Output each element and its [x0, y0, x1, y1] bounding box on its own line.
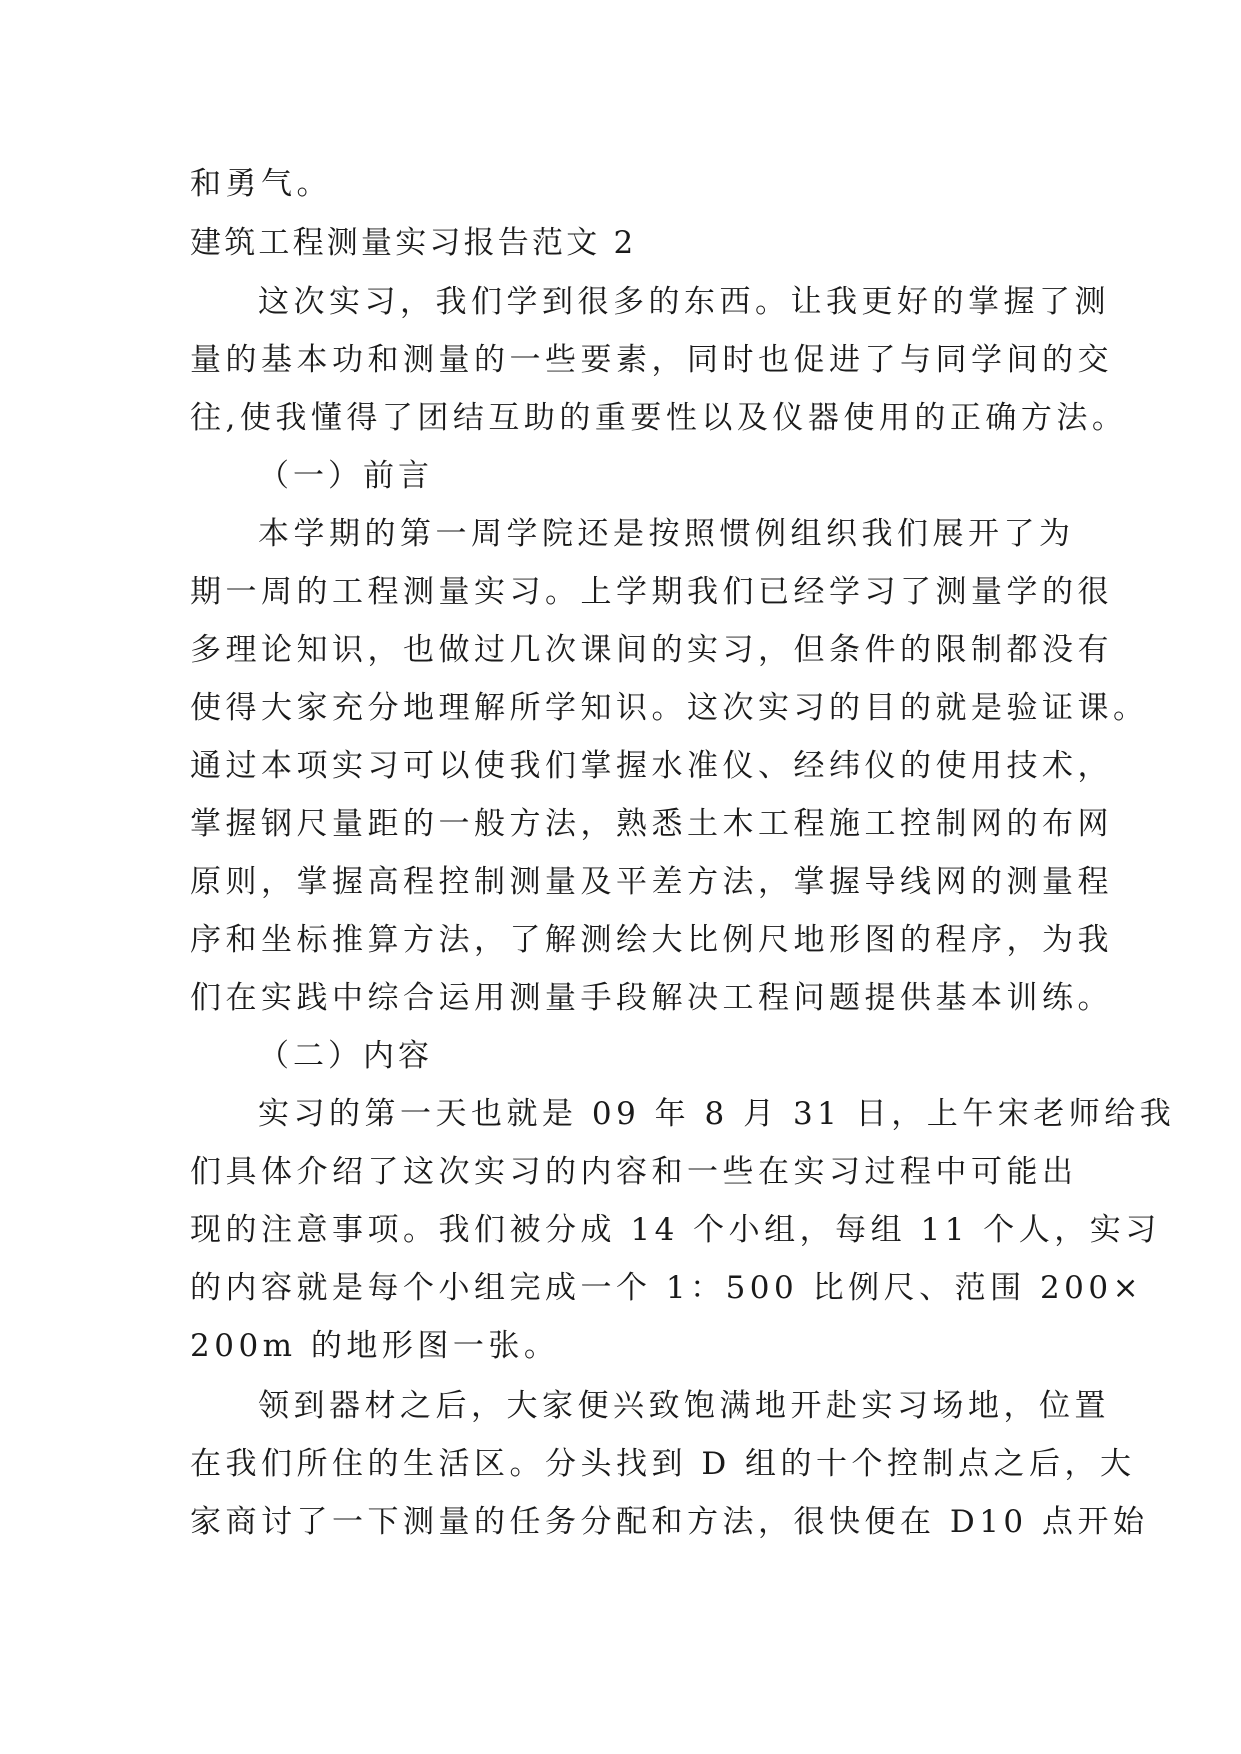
paragraph-2-line-4: 使得大家充分地理解所学知识。这次实习的目的就是验证课。	[190, 690, 1149, 726]
paragraph-1-line-1: 这次实习，我们学到很多的东西。让我更好的掌握了测	[258, 284, 1110, 320]
paragraph-2-line-1: 本学期的第一周学院还是按照惯例组织我们展开了为	[258, 516, 1075, 552]
paragraph-4-line-1: 领到器材之后，大家便兴致饱满地开赴实习场地，位置	[258, 1388, 1110, 1424]
paragraph-2-line-7: 原则，掌握高程控制测量及平差方法，掌握导线网的测量程	[190, 864, 1113, 900]
paragraph-3-line-1: 实习的第一天也就是 09 年 8 月 31 日，上午宋老师给我	[258, 1096, 1176, 1132]
paragraph-2-line-5: 通过本项实习可以使我们掌握水准仪、经纬仪的使用技术，	[190, 748, 1113, 784]
paragraph-3-line-4: 的内容就是每个小组完成一个 1：500 比例尺、范围 200×	[190, 1270, 1144, 1306]
paragraph-2-line-9: 们在实践中综合运用测量手段解决工程问题提供基本训练。	[190, 980, 1113, 1016]
text-line-1: 和勇气。	[190, 166, 332, 202]
paragraph-2-line-3: 多理论知识，也做过几次课间的实习，但条件的限制都没有	[190, 632, 1113, 668]
subheading-content: （二）内容	[258, 1038, 433, 1074]
paragraph-4-line-2: 在我们所住的生活区。分头找到 D 组的十个控制点之后，大	[190, 1446, 1136, 1482]
subheading-preface: （一）前言	[258, 458, 433, 494]
paragraph-3-line-5: 200m 的地形图一张。	[190, 1328, 560, 1364]
paragraph-2-line-2: 期一周的工程测量实习。上学期我们已经学习了测量学的很	[190, 574, 1113, 610]
paragraph-2-line-8: 序和坐标推算方法，了解测绘大比例尺地形图的程序，为我	[190, 922, 1113, 958]
section-title: 建筑工程测量实习报告范文 2	[190, 225, 637, 261]
paragraph-3-line-2: 们具体介绍了这次实习的内容和一些在实习过程中可能出	[190, 1154, 1078, 1190]
paragraph-2-line-6: 掌握钢尺量距的一般方法，熟悉土木工程施工控制网的布网	[190, 806, 1113, 842]
paragraph-3-line-3: 现的注意事项。我们被分成 14 个小组，每组 11 个人，实习	[190, 1212, 1161, 1248]
paragraph-4-line-3: 家商讨了一下测量的任务分配和方法，很快便在 D10 点开始	[190, 1504, 1149, 1540]
paragraph-1-line-2: 量的基本功和测量的一些要素，同时也促进了与同学间的交	[190, 342, 1113, 378]
paragraph-1-line-3: 往,使我懂得了团结互助的重要性以及仪器使用的正确方法。	[190, 400, 1128, 436]
